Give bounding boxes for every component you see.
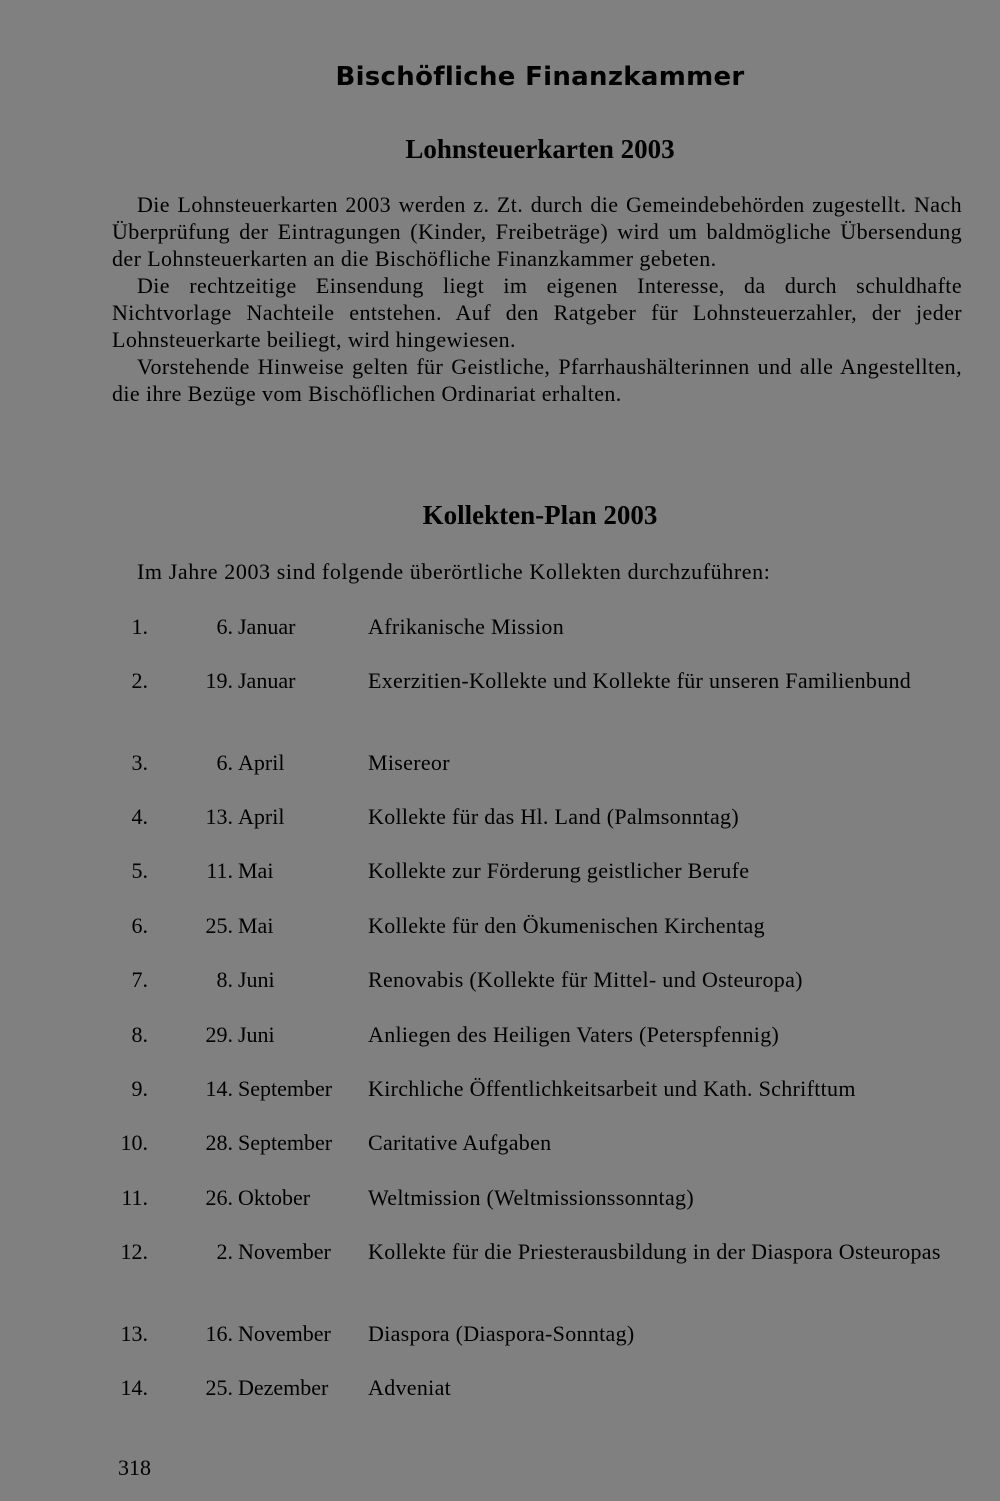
- item-day: 25.: [205, 1375, 233, 1400]
- item-description: Kirchliche Öffentlichkeitsarbeit und Kath. Schrifttum: [368, 1076, 856, 1101]
- paragraph: Die Lohnsteuerkarten 2003 werden z. Zt. durch die Gemeindebehörden zugestellt. Nach Überprüfung der Eintragungen (Kinder, Freibeträge) wird um baldmögliche Übersendung der Lohnsteuerkarten an die Bischöfliche Finanzkammer gebeten.: [112, 192, 962, 271]
- item-day: 29.: [205, 1022, 233, 1047]
- item-description: Adveniat: [368, 1375, 452, 1400]
- item-month: Juni: [238, 967, 275, 992]
- item-description: Kollekte für das Hl. Land (Palmsonntag): [368, 804, 739, 829]
- paragraph: Die rechtzeitige Einsendung liegt im eigenen Interesse, da durch schuldhafte Nichtvorlage Nachteile entstehen. Auf den Ratgeber für Lohnsteuerzahler, der jeder Lohnsteuerkarte beiliegt, wird hingewiesen.: [112, 273, 962, 352]
- item-number: 8.: [131, 1022, 148, 1047]
- item-description: Afrikanische Mission: [368, 614, 565, 639]
- item-description: Renovabis (Kollekte für Mittel- und Osteuropa): [368, 967, 803, 992]
- item-month: Januar: [238, 614, 296, 639]
- item-day: 19.: [205, 668, 233, 693]
- paragraph: Vorstehende Hinweise gelten für Geistliche, Pfarrhaushälterinnen und alle Angestellten, die ihre Bezüge vom Bischöflichen Ordinariat erhalten.: [112, 354, 962, 406]
- item-day: 14.: [205, 1076, 233, 1101]
- item-description: Kollekte zur Förderung geistlicher Berufe: [368, 858, 750, 883]
- item-number: 3.: [131, 750, 148, 775]
- page-header-title: Bischöfliche Finanzkammer: [335, 62, 745, 92]
- item-month: Januar: [238, 668, 296, 693]
- item-month: November: [238, 1321, 331, 1346]
- item-number: 6.: [131, 913, 148, 938]
- item-description: Misereor: [368, 750, 450, 775]
- lohnsteuerkarten-text: [112, 191, 962, 407]
- item-day: 16.: [205, 1321, 233, 1346]
- item-number: 1.: [131, 614, 148, 639]
- item-description: Caritative Aufgaben: [368, 1130, 552, 1155]
- item-number: 4.: [131, 804, 148, 829]
- item-day: 6.: [216, 614, 233, 639]
- item-description: Exerzitien-Kollekte und Kollekte für unseren Familienbund: [368, 668, 912, 693]
- item-number: 12.: [120, 1239, 148, 1264]
- item-month: September: [238, 1130, 333, 1155]
- item-number: 9.: [131, 1076, 148, 1101]
- item-month: April: [238, 804, 285, 829]
- item-description: Diaspora (Diaspora-Sonntag): [368, 1321, 635, 1346]
- item-number: 14.: [120, 1375, 148, 1400]
- page-number: 318: [118, 1455, 151, 1480]
- item-day: 2.: [216, 1239, 233, 1264]
- item-day: 28.: [205, 1130, 233, 1155]
- item-month: November: [238, 1239, 331, 1264]
- section-title-kollekten-plan: Kollekten-Plan 2003: [422, 500, 658, 530]
- item-number: 11.: [121, 1185, 148, 1210]
- item-description: Anliegen des Heiligen Vaters (Peterspfennig): [368, 1022, 780, 1047]
- item-day: 8.: [216, 967, 233, 992]
- section-title-lohnsteuerkarten: Lohnsteuerkarten 2003: [405, 134, 675, 164]
- item-day: 11.: [206, 858, 233, 883]
- item-number: 10.: [120, 1130, 148, 1155]
- item-month: Mai: [238, 858, 274, 883]
- item-number: 5.: [131, 858, 148, 883]
- item-month: September: [238, 1076, 333, 1101]
- kollekten-intro: Im Jahre 2003 sind folgende überörtliche Kollekten durchzuführen:: [137, 559, 771, 584]
- item-month: Dezember: [238, 1375, 329, 1400]
- item-description: Kollekte für die Priesterausbildung in der Diaspora Osteuropas: [368, 1239, 941, 1264]
- item-month: Juni: [238, 1022, 275, 1047]
- item-month: Mai: [238, 913, 274, 938]
- item-day: 26.: [205, 1185, 233, 1210]
- item-day: 25.: [205, 913, 233, 938]
- item-month: Oktober: [238, 1185, 311, 1210]
- item-number: 13.: [120, 1321, 148, 1346]
- item-description: Kollekte für den Ökumenischen Kirchentag: [368, 913, 765, 938]
- item-number: 2.: [131, 668, 148, 693]
- item-day: 6.: [216, 750, 233, 775]
- item-description: Weltmission (Weltmissionssonntag): [368, 1185, 694, 1210]
- item-day: 13.: [205, 804, 233, 829]
- item-number: 7.: [131, 967, 148, 992]
- item-month: April: [238, 750, 285, 775]
